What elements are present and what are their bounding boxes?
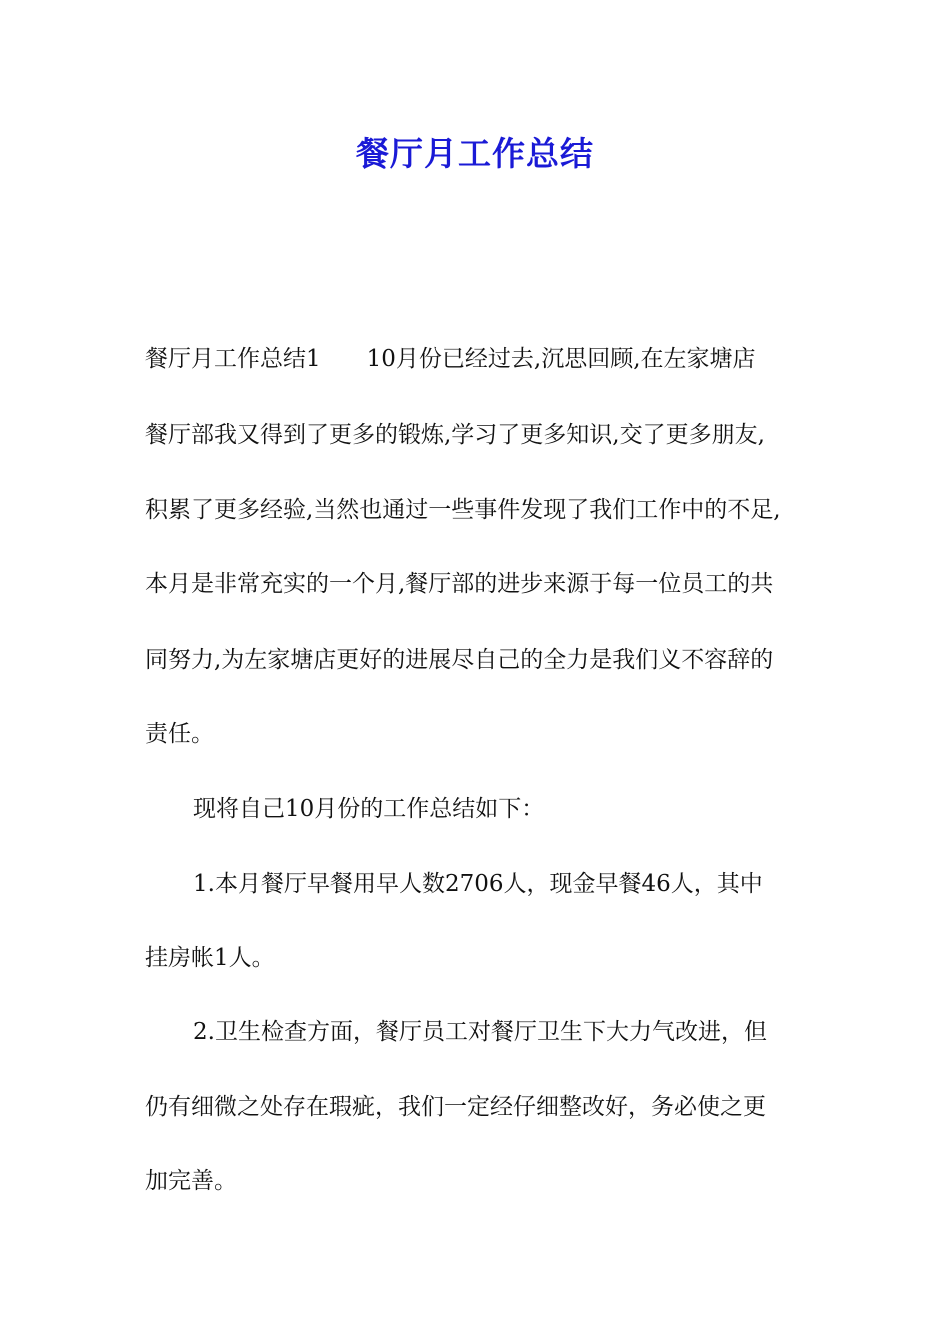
body-line-9: 挂房帐1人。: [145, 945, 275, 971]
document-title: 餐厅月工作总结: [356, 134, 594, 173]
body-line-5: 同努力,为左家塘店更好的进展尽自己的全力是我们义不容辞的: [145, 647, 774, 673]
body-line-11: 仍有细微之处存在瑕疵，我们一定经仔细整改好，务必使之更: [145, 1094, 766, 1120]
body-line-7: 现将自己10月份的工作总结如下：: [193, 796, 545, 822]
body-line-8: 1.本月餐厅早餐用早人数2706人，现金早餐46人，其中: [193, 871, 763, 897]
body-line-1: 餐厅月工作总结1 10月份已经过去,沉思回顾,在左家塘店: [145, 346, 756, 372]
body-line-12: 加完善。: [145, 1168, 237, 1194]
body-line-4: 本月是非常充实的一个月,餐厅部的进步来源于每一位员工的共: [145, 571, 774, 597]
body-line-6: 责任。: [145, 721, 214, 747]
body-line-10: 2.卫生检查方面，餐厅员工对餐厅卫生下大力气改进，但: [193, 1019, 767, 1045]
body-line-2: 餐厅部我又得到了更多的锻炼,学习了更多知识,交了更多朋友,: [145, 422, 765, 448]
body-line-3: 积累了更多经验,当然也通过一些事件发现了我们工作中的不足,: [145, 497, 781, 523]
